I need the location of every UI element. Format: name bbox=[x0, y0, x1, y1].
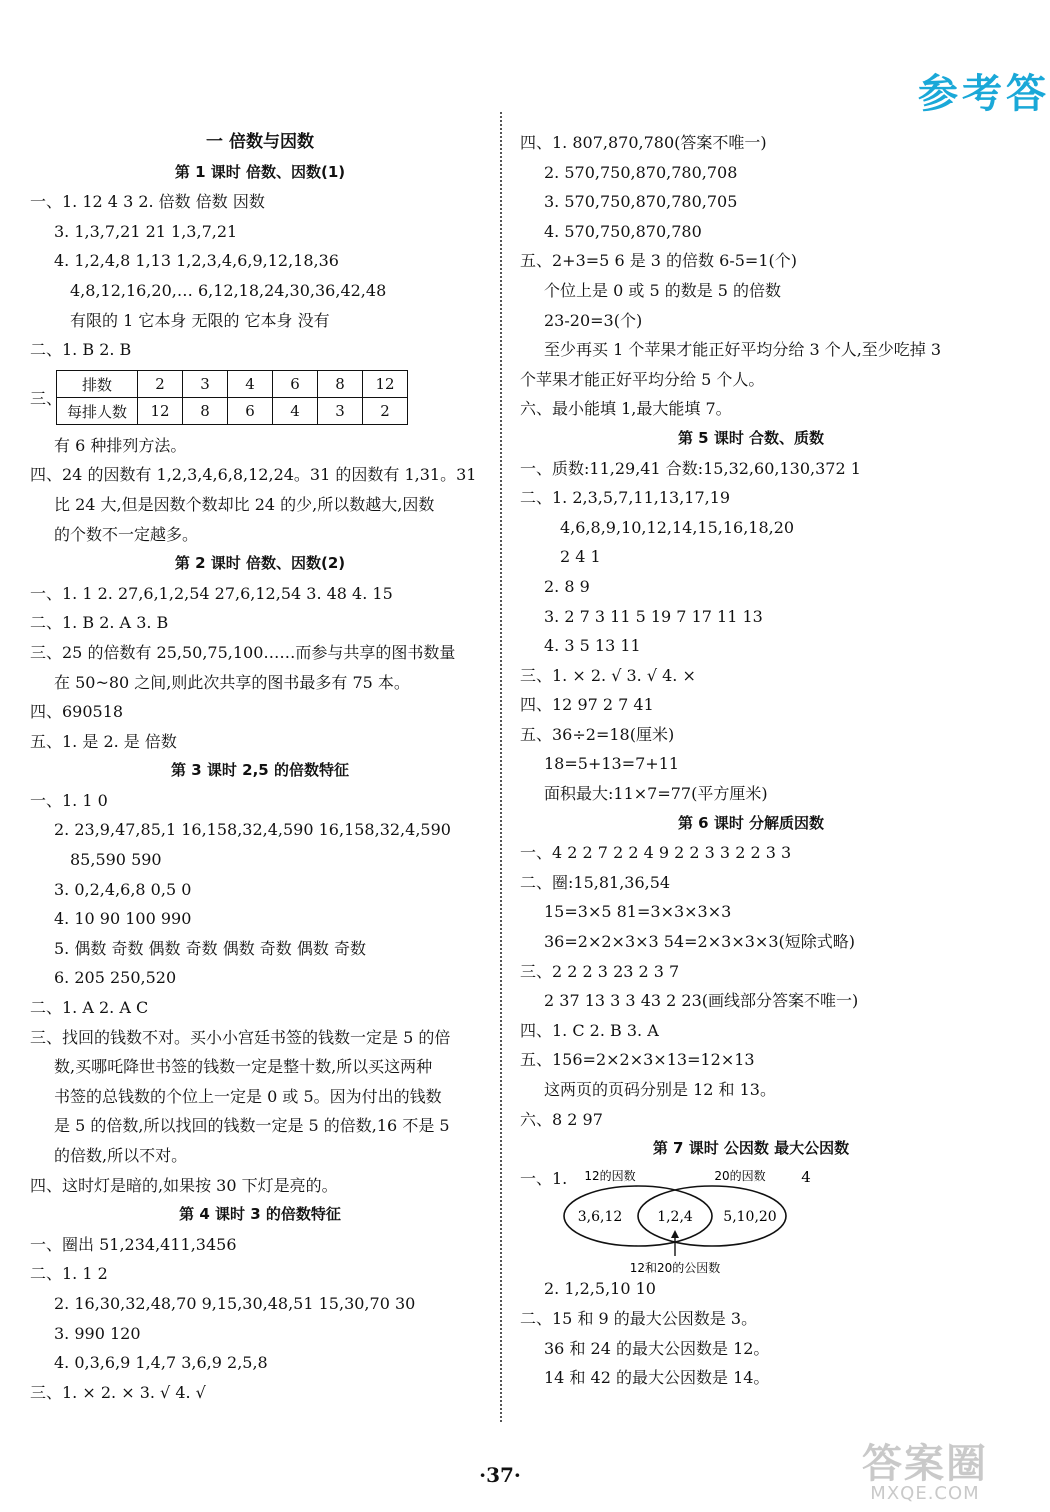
right-column bbox=[520, 128, 982, 1393]
answer-line: 四、这时灯是暗的,如果按 30 下灯是亮的。 bbox=[30, 1175, 338, 1195]
answer-line: 36 和 24 的最大公因数是 12。 bbox=[544, 1338, 770, 1358]
answer-line: 三、1. × 2. × 3. √ 4. √ bbox=[30, 1382, 206, 1402]
answer-line: 3. 570,750,870,780,705 bbox=[544, 192, 738, 212]
answer-line: 6. 205 250,520 bbox=[54, 968, 177, 988]
answer-line: 二、1. B 2. B bbox=[30, 340, 132, 360]
answer-line: 2. 8 9 bbox=[544, 576, 590, 596]
answer-line: 三、1. × 2. √ 3. √ 4. × bbox=[520, 665, 696, 685]
venn-bottom-label: 12和20的公因数 bbox=[629, 1261, 721, 1276]
answer-line: 在 50~80 之间,则此次共享的图书最多有 75 本。 bbox=[54, 672, 410, 692]
answer-line: 2. 16,30,32,48,70 9,15,30,48,51 15,30,70 30 bbox=[54, 1293, 416, 1313]
answer-line: 23-20=3(个) bbox=[544, 310, 643, 330]
answer-line: 五、36÷2=18(厘米) bbox=[520, 724, 675, 744]
venn-svg bbox=[544, 1164, 844, 1276]
answer-line: 4. 10 90 100 990 bbox=[54, 909, 192, 929]
table-cell: 8 bbox=[318, 371, 363, 398]
table-row bbox=[57, 398, 408, 425]
answer-line: 五、1. 是 2. 是 倍数 bbox=[30, 731, 177, 751]
arrangement-table-row bbox=[30, 369, 490, 427]
answer-line: 二、1. 1 2 bbox=[30, 1264, 108, 1284]
answer-line: 4. 570,750,870,780 bbox=[544, 221, 702, 241]
table-cell: 2 bbox=[363, 398, 408, 425]
answer-line: 2 37 13 3 3 43 2 23(画线部分答案不唯一) bbox=[544, 991, 859, 1011]
answer-line: 二、1. 2,3,5,7,11,13,17,19 bbox=[520, 488, 731, 508]
lesson-4-title: 第 4 课时 3 的倍数特征 bbox=[179, 1205, 341, 1224]
answer-line: 这两页的页码分别是 12 和 13。 bbox=[544, 1080, 776, 1099]
answer-line: 85,590 590 bbox=[70, 850, 162, 870]
answer-line: 一、1. 1 0 bbox=[30, 790, 108, 810]
table-cell: 每排人数 bbox=[57, 398, 138, 425]
answer-line: 的倍数,所以不对。 bbox=[54, 1146, 188, 1165]
venn-diagram bbox=[520, 1164, 982, 1274]
answer-line: 4,6,8,9,10,12,14,15,16,18,20 bbox=[560, 517, 795, 537]
answer-line: 2. 570,750,870,780,708 bbox=[544, 162, 738, 182]
arrangement-table bbox=[56, 370, 408, 425]
left-column bbox=[30, 128, 490, 1407]
table-cell: 3 bbox=[318, 398, 363, 425]
unit-title: 一 倍数与因数 bbox=[206, 132, 314, 152]
table-cell: 4 bbox=[273, 398, 318, 425]
watermark-big: 答案圈 bbox=[862, 1441, 988, 1487]
answer-line: 四、690518 bbox=[30, 702, 124, 722]
answer-line: 四、1. 807,870,780(答案不唯一) bbox=[520, 133, 767, 152]
table-cell: 6 bbox=[273, 371, 318, 398]
answer-line: 四、1. C 2. B 3. A bbox=[520, 1020, 659, 1040]
answer-line: 面积最大:11×7=77(平方厘米) bbox=[544, 784, 768, 804]
answer-line: 三、找回的钱数不对。买小小宫廷书签的钱数一定是 5 的倍 bbox=[30, 1027, 451, 1047]
table-cell: 12 bbox=[363, 371, 408, 398]
watermark-small: MXQE.COM bbox=[870, 1483, 980, 1504]
answer-line: 2 4 1 bbox=[560, 547, 601, 567]
answer-line: 3. 1,3,7,21 21 1,3,7,21 bbox=[54, 221, 238, 241]
answer-line: 一、质数:11,29,41 合数:15,32,60,130,372 1 bbox=[520, 458, 861, 478]
answer-line: 18=5+13=7+11 bbox=[544, 754, 680, 774]
table-row bbox=[57, 371, 408, 398]
answer-line: 2. 1,2,5,10 10 bbox=[544, 1279, 656, 1299]
answer-line: 一、1. bbox=[520, 1168, 568, 1188]
answer-line: 个位上是 0 或 5 的数是 5 的倍数 bbox=[544, 280, 782, 300]
answer-line: 二、15 和 9 的最大公因数是 3。 bbox=[520, 1308, 758, 1328]
venn-common-values: 1,2,4 bbox=[657, 1209, 693, 1226]
venn-arrow-head bbox=[671, 1230, 679, 1238]
answer-line: 3. 0,2,4,6,8 0,5 0 bbox=[54, 879, 192, 899]
answer-line: 一、1. 1 2. 27,6,1,2,54 27,6,12,54 3. 48 4. 15 bbox=[30, 583, 393, 603]
answer-line: 4. 3 5 13 11 bbox=[544, 636, 641, 656]
answer-line: 4,8,12,16,20,… 6,12,18,24,30,36,42,48 bbox=[70, 280, 387, 300]
answer-line: 五、2+3=5 6 是 3 的倍数 6-5=1(个) bbox=[520, 251, 797, 271]
column-divider bbox=[500, 112, 502, 1422]
answer-line: 书签的总钱数的个位上一定是 0 或 5。因为付出的钱数 bbox=[54, 1086, 442, 1106]
table-cell: 排数 bbox=[57, 371, 138, 398]
answer-line: 四、24 的因数有 1,2,3,4,6,8,12,24。31 的因数有 1,31。31 bbox=[30, 465, 477, 485]
answer-line: 4. 1,2,4,8 1,13 1,2,3,4,6,9,12,18,36 bbox=[54, 251, 339, 271]
corner-tab: 参考答 bbox=[918, 71, 1050, 117]
table-label: 三、 bbox=[30, 389, 63, 409]
answer-line: 2. 23,9,47,85,1 16,158,32,4,590 16,158,32,4,590 bbox=[54, 820, 451, 840]
venn-right-values: 5,10,20 bbox=[723, 1209, 777, 1226]
answer-line: 5. 偶数 奇数 偶数 奇数 偶数 奇数 偶数 奇数 bbox=[54, 938, 366, 958]
venn-left-values: 3,6,12 bbox=[577, 1209, 623, 1226]
answer-line: 有 6 种排列方法。 bbox=[54, 435, 187, 455]
answer-line: 二、1. B 2. A 3. B bbox=[30, 613, 169, 633]
answer-line: 有限的 1 它本身 无限的 它本身 没有 bbox=[70, 310, 330, 330]
venn-answer: 4 bbox=[801, 1168, 811, 1187]
answer-line: 一、1. 12 4 3 2. 倍数 倍数 因数 bbox=[30, 192, 265, 212]
page-number: ·37· bbox=[479, 1463, 521, 1487]
answer-line: 六、最小能填 1,最大能填 7。 bbox=[520, 399, 732, 419]
table-cell: 3 bbox=[183, 371, 228, 398]
answer-line: 14 和 42 的最大公因数是 14。 bbox=[544, 1368, 770, 1388]
answer-line: 是 5 的倍数,所以找回的钱数一定是 5 的倍数,16 不是 5 bbox=[54, 1116, 450, 1136]
venn-left-label: 12的因数 bbox=[584, 1169, 636, 1184]
answer-line: 二、圈:15,81,36,54 bbox=[520, 872, 671, 892]
answer-line: 三、2 2 2 3 23 2 3 7 bbox=[520, 961, 680, 981]
answer-line: 36=2×2×3×3 54=2×3×3×3(短除式略) bbox=[544, 932, 855, 952]
table-cell: 12 bbox=[138, 398, 183, 425]
answer-line: 三、25 的倍数有 25,50,75,100……而参与共享的图书数量 bbox=[30, 642, 456, 662]
answer-line: 至少再买 1 个苹果才能正好平均分给 3 个人,至少吃掉 3 bbox=[544, 340, 942, 360]
answer-line: 四、12 97 2 7 41 bbox=[520, 695, 654, 715]
answer-line: 比 24 大,但是因数个数却比 24 的少,所以数越大,因数 bbox=[54, 494, 435, 514]
answer-line: 4. 0,3,6,9 1,4,7 3,6,9 2,5,8 bbox=[54, 1353, 268, 1373]
answer-line: 15=3×5 81=3×3×3×3 bbox=[544, 902, 732, 922]
answer-line: 一、圈出 51,234,411,3456 bbox=[30, 1234, 237, 1254]
watermark bbox=[862, 1432, 988, 1504]
table-cell: 8 bbox=[183, 398, 228, 425]
answer-line: 五、156=2×2×3×13=12×13 bbox=[520, 1050, 755, 1070]
answer-line: 3. 2 7 3 11 5 19 7 17 11 13 bbox=[544, 606, 763, 626]
lesson-6-title: 第 6 课时 分解质因数 bbox=[677, 813, 825, 832]
lesson-5-title: 第 5 课时 合数、质数 bbox=[677, 428, 825, 447]
answer-line: 一、4 2 2 7 2 2 4 9 2 2 3 3 2 2 3 3 bbox=[520, 843, 792, 863]
lesson-2-title: 第 2 课时 倍数、因数(2) bbox=[174, 554, 346, 573]
answer-line: 个苹果才能正好平均分给 5 个人。 bbox=[520, 369, 765, 389]
answer-line: 的个数不一定越多。 bbox=[54, 524, 199, 544]
venn-right-label: 20的因数 bbox=[714, 1169, 766, 1184]
lesson-3-title: 第 3 课时 2,5 的倍数特征 bbox=[171, 761, 349, 780]
lesson-7-title: 第 7 课时 公因数 最大公因数 bbox=[652, 1139, 850, 1158]
table-cell: 2 bbox=[138, 371, 183, 398]
answer-line: 数,买哪吒降世书签的钱数一定是整十数,所以买这两种 bbox=[54, 1057, 433, 1077]
answer-line: 3. 990 120 bbox=[54, 1323, 141, 1343]
table-cell: 4 bbox=[228, 371, 273, 398]
lesson-1-title: 第 1 课时 倍数、因数(1) bbox=[174, 162, 346, 181]
table-cell: 6 bbox=[228, 398, 273, 425]
answer-line: 二、1. A 2. A C bbox=[30, 998, 149, 1018]
answer-line: 六、8 2 97 bbox=[520, 1109, 603, 1129]
